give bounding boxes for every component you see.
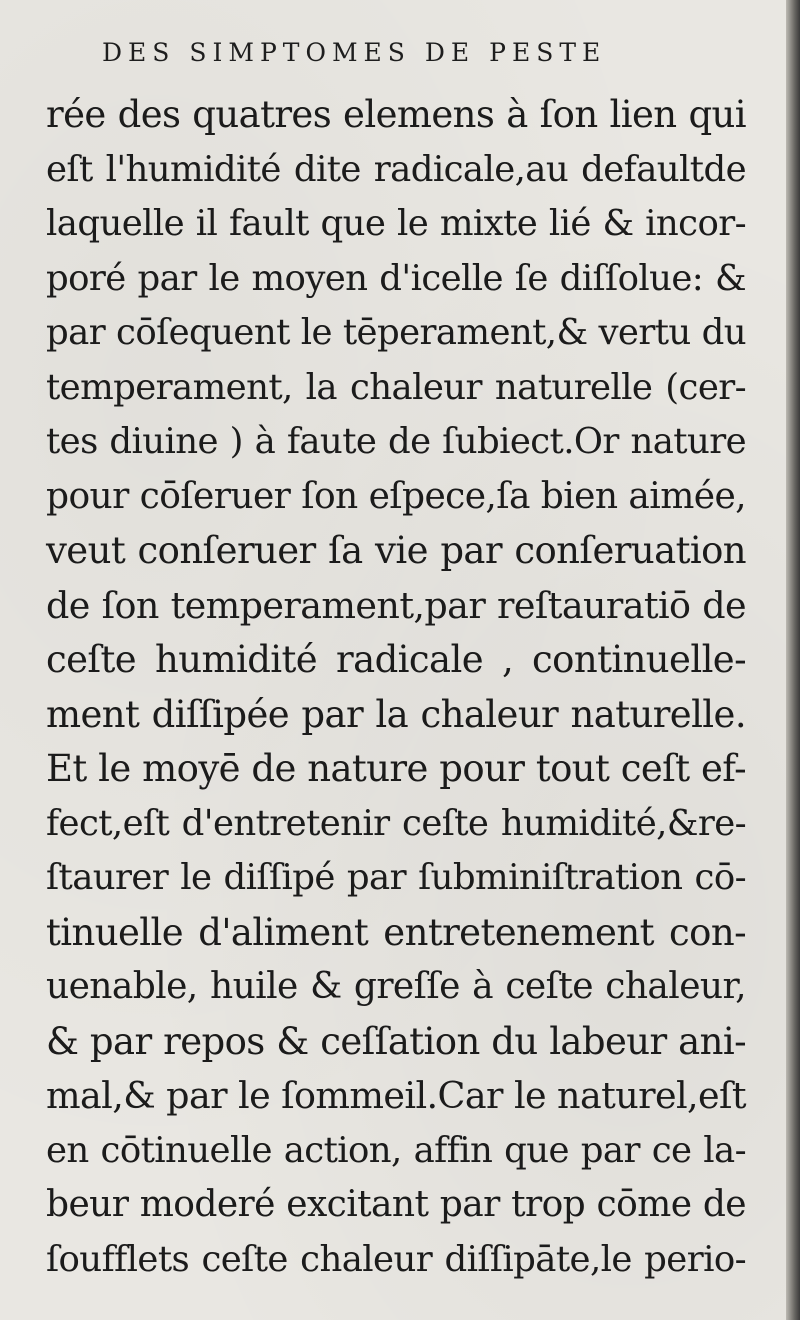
text-line: de ſon temperament,par reſtauratiō de — [46, 583, 746, 627]
text-line: beur moderé excitant par trop cōme de — [46, 1184, 746, 1225]
text-line: mal,& par le ſommeil.Car le naturel,eſt — [46, 1074, 746, 1117]
text-line: Et le moyē de nature pour tout ceſt ef- — [46, 747, 746, 790]
text-line: tes diuine ) à faute de ſubiect.Or nature — [46, 421, 746, 462]
running-head: DES SIMPTOMES DE PESTE — [102, 38, 607, 67]
text-line: & par repos & ceſſation du labeur ani- — [46, 1019, 746, 1063]
text-line: ceſte humidité radicale , continuelle- — [46, 638, 746, 681]
text-line: en cōtinuelle action, affin que par ce la- — [46, 1129, 746, 1171]
text-line: uenable, huile & greſſe à ceſte chaleur, — [46, 966, 746, 1007]
body-text — [46, 88, 746, 1287]
text-line: rée des quatres elemens à ſon lien qui — [46, 93, 746, 136]
text-line: temperament, la chaleur naturelle (cer- — [46, 366, 746, 408]
text-line: ſtaurer le diſſipé par ſubminiſtration cō- — [46, 857, 746, 898]
text-line: poré par le moyen d'icelle ſe diſſolue: & — [46, 257, 746, 299]
text-line: fect,eſt d'entretenir ceſte humidité,&re- — [46, 802, 746, 844]
page-edge-shadow — [786, 0, 800, 1320]
text-line: ment diſſipée par la chaleur naturelle. — [46, 692, 746, 736]
text-line: veut conſeruer ſa vie par conſeruation — [46, 529, 746, 572]
text-line: eſt l'humidité dite radicale,au defaultde — [46, 148, 746, 190]
text-line: ſoufflets ceſte chaleur diſſipāte,le perio- — [46, 1238, 746, 1280]
text-line: pour cōſeruer ſon eſpece,ſa bien aimée, — [46, 475, 746, 517]
text-line: tinuelle d'aliment entretenement con- — [46, 910, 746, 954]
text-line: laquelle il fault que le mixte lié & incor- — [46, 203, 746, 244]
text-line: par cōſequent le tēperament,& vertu du — [46, 312, 746, 353]
